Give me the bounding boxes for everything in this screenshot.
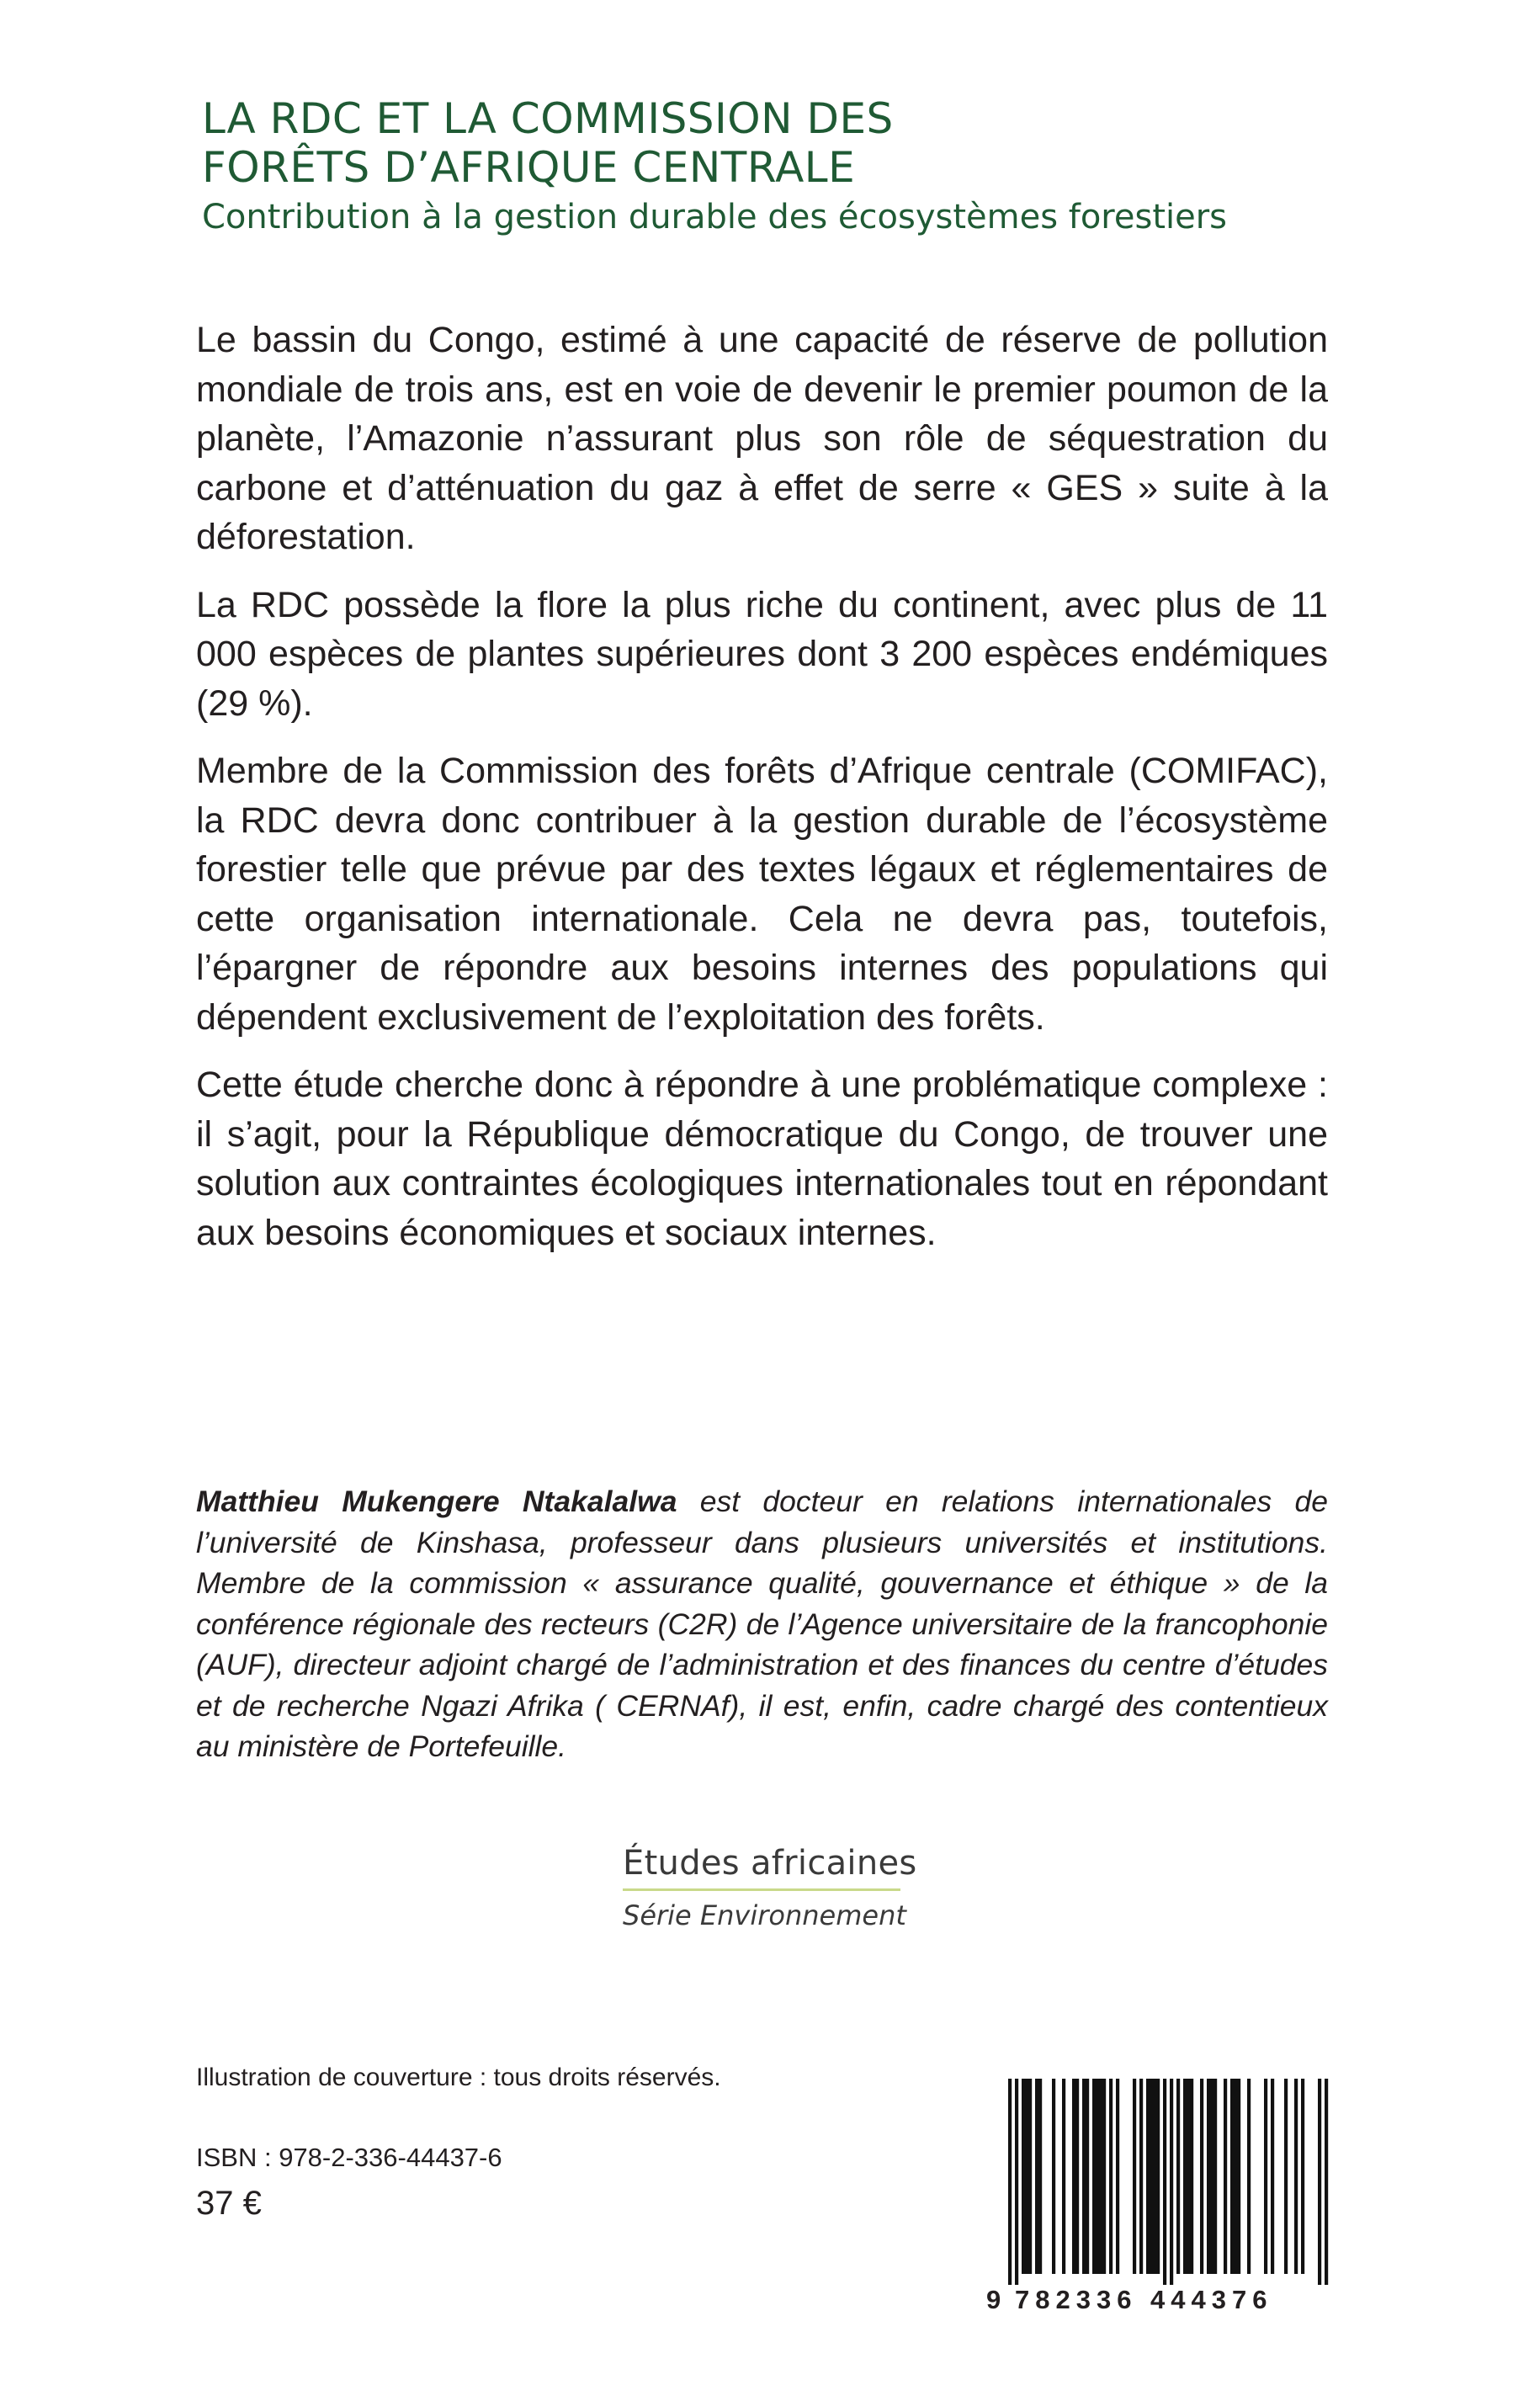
barcode-bar (1025, 2079, 1028, 2274)
barcode-bars (985, 2079, 1330, 2285)
barcode-bar (1207, 2079, 1210, 2274)
price: 37 € (196, 2185, 262, 2222)
author-bio-text: est docteur en relations internationales de l’université de Kinshasa, professeur dans plusieurs universités et institutions. Membre de la commission « assurance qualité, gouvernance et éthique » de la conférence régionale des recteurs (C2R) de l’Agence universitaire de la francophonie (AUF), directeur adjoint chargé de l’administration et des finances du centre d’études et de recherche Ngazi Afrika ( CERNAf), il est, enfin, cadre chargé des contentieux au ministère de Portefeuille. (196, 1485, 1329, 1763)
barcode-bar (1210, 2079, 1213, 2274)
barcode-bar (1028, 2079, 1032, 2274)
barcode-bar (1183, 2079, 1187, 2274)
barcode-bar (1190, 2079, 1193, 2274)
barcode-bar (1213, 2079, 1217, 2274)
barcode-first-digit: 9 (986, 2285, 1007, 2314)
summary-paragraph-3: Membre de la Commission des forêts d’Afrique centrale (COMIFAC), la RDC devra donc contribuer à la gestion durable de l’écosystème forestier telle que prévue par des textes légaux et réglementaires de cette organisation internationale. Cela ne devra pas, toutefois, l’épargner de répondre aux besoins internes des populations qui dépendent exclusivement de l’exploitation des forêts. (196, 751, 1328, 1038)
barcode-bar (1109, 2079, 1113, 2274)
barcode-bar (1038, 2079, 1042, 2274)
cover-credit: Illustration de couverture : tous droits réservés. (196, 2064, 721, 2091)
barcode-bar (1075, 2079, 1079, 2274)
barcode-bar (1022, 2079, 1025, 2274)
barcode-bar (1247, 2079, 1251, 2274)
isbn: ISBN : 978-2-336-44437-6 (196, 2143, 502, 2172)
barcode-bar (1230, 2079, 1234, 2274)
barcode-bar (1072, 2079, 1075, 2274)
cover-header (202, 94, 1380, 239)
barcode-bar (1301, 2079, 1304, 2274)
series-divider (623, 1888, 900, 1891)
barcode-bar (1200, 2079, 1203, 2274)
series-block (623, 1843, 926, 1933)
barcode-bar (1153, 2079, 1156, 2274)
barcode-digits: 782336 444376 (1015, 2285, 1273, 2314)
barcode-bar (1170, 2079, 1173, 2285)
barcode-bar (1146, 2079, 1150, 2274)
book-subtitle: Contribution à la gestion durable des écosystèmes forestiers (202, 198, 1228, 236)
barcode-bar (1052, 2079, 1055, 2274)
barcode-bar (1082, 2079, 1086, 2274)
barcode-bar (1116, 2079, 1119, 2274)
author-bio (196, 1481, 1328, 1767)
barcode-bar (1096, 2079, 1099, 2274)
barcode-bar (1187, 2079, 1190, 2274)
summary-paragraph-4: Cette étude cherche donc à répondre à une problématique complexe : il s’agit, pour la République démocratique du Congo, de trouver une solution aux contraintes écologiques internationales tout en répondant aux besoins économiques et sociaux internes. (196, 1065, 1328, 1253)
barcode-bar (1224, 2079, 1227, 2274)
barcode-bar (1150, 2079, 1153, 2274)
summary-paragraph-2: La RDC possède la flore la plus riche du continent, avec plus de 11 000 espèces de plantes supérieures dont 3 200 espèces endémiques (29 %). (196, 584, 1328, 724)
barcode-bar (1102, 2079, 1106, 2274)
barcode-bar (1294, 2079, 1298, 2274)
summary-text (196, 316, 1328, 1276)
barcode-bar (1008, 2079, 1012, 2285)
barcode-bar (1099, 2079, 1102, 2274)
book-title: LA RDC ET LA COMMISSION DES FORÊTS D’AFRIQUE CENTRALE (202, 94, 894, 192)
barcode-bar (1318, 2079, 1321, 2285)
barcode-bar (1284, 2079, 1288, 2274)
barcode-bar (1163, 2079, 1166, 2285)
barcode-bar (1035, 2079, 1038, 2274)
author-name: Matthieu Mukengere Ntakalalwa (196, 1485, 677, 1518)
summary-paragraph-1: Le bassin du Congo, estimé à une capacité de réserve de pollution mondiale de trois ans, est en voie de devenir le premier poumon de la planète, l’Amazonie n’assurant plus son rôle de séquestration du carbone et d’atténuation du gaz à effet de serre « GES » suite à la déforestation. (196, 320, 1328, 557)
barcode-number (985, 2281, 1330, 2319)
barcode-bar (1264, 2079, 1267, 2274)
barcode-bar (1271, 2079, 1274, 2274)
barcode-bar (1092, 2079, 1096, 2274)
series-subseries: Série Environnement (623, 1899, 906, 1931)
barcode-bar (1237, 2079, 1240, 2274)
barcode-bar (1156, 2079, 1160, 2274)
barcode-bar (1015, 2079, 1018, 2285)
barcode-bar (1325, 2079, 1328, 2285)
barcode-bar (1133, 2079, 1136, 2274)
barcode-bar (1234, 2079, 1237, 2274)
barcode-bar (1139, 2079, 1143, 2274)
isbn-barcode (985, 2079, 1330, 2323)
barcode-bar (1086, 2079, 1089, 2274)
series-name: Études africaines (623, 1844, 917, 1883)
barcode-bar (1176, 2079, 1180, 2274)
barcode-bar (1062, 2079, 1065, 2274)
